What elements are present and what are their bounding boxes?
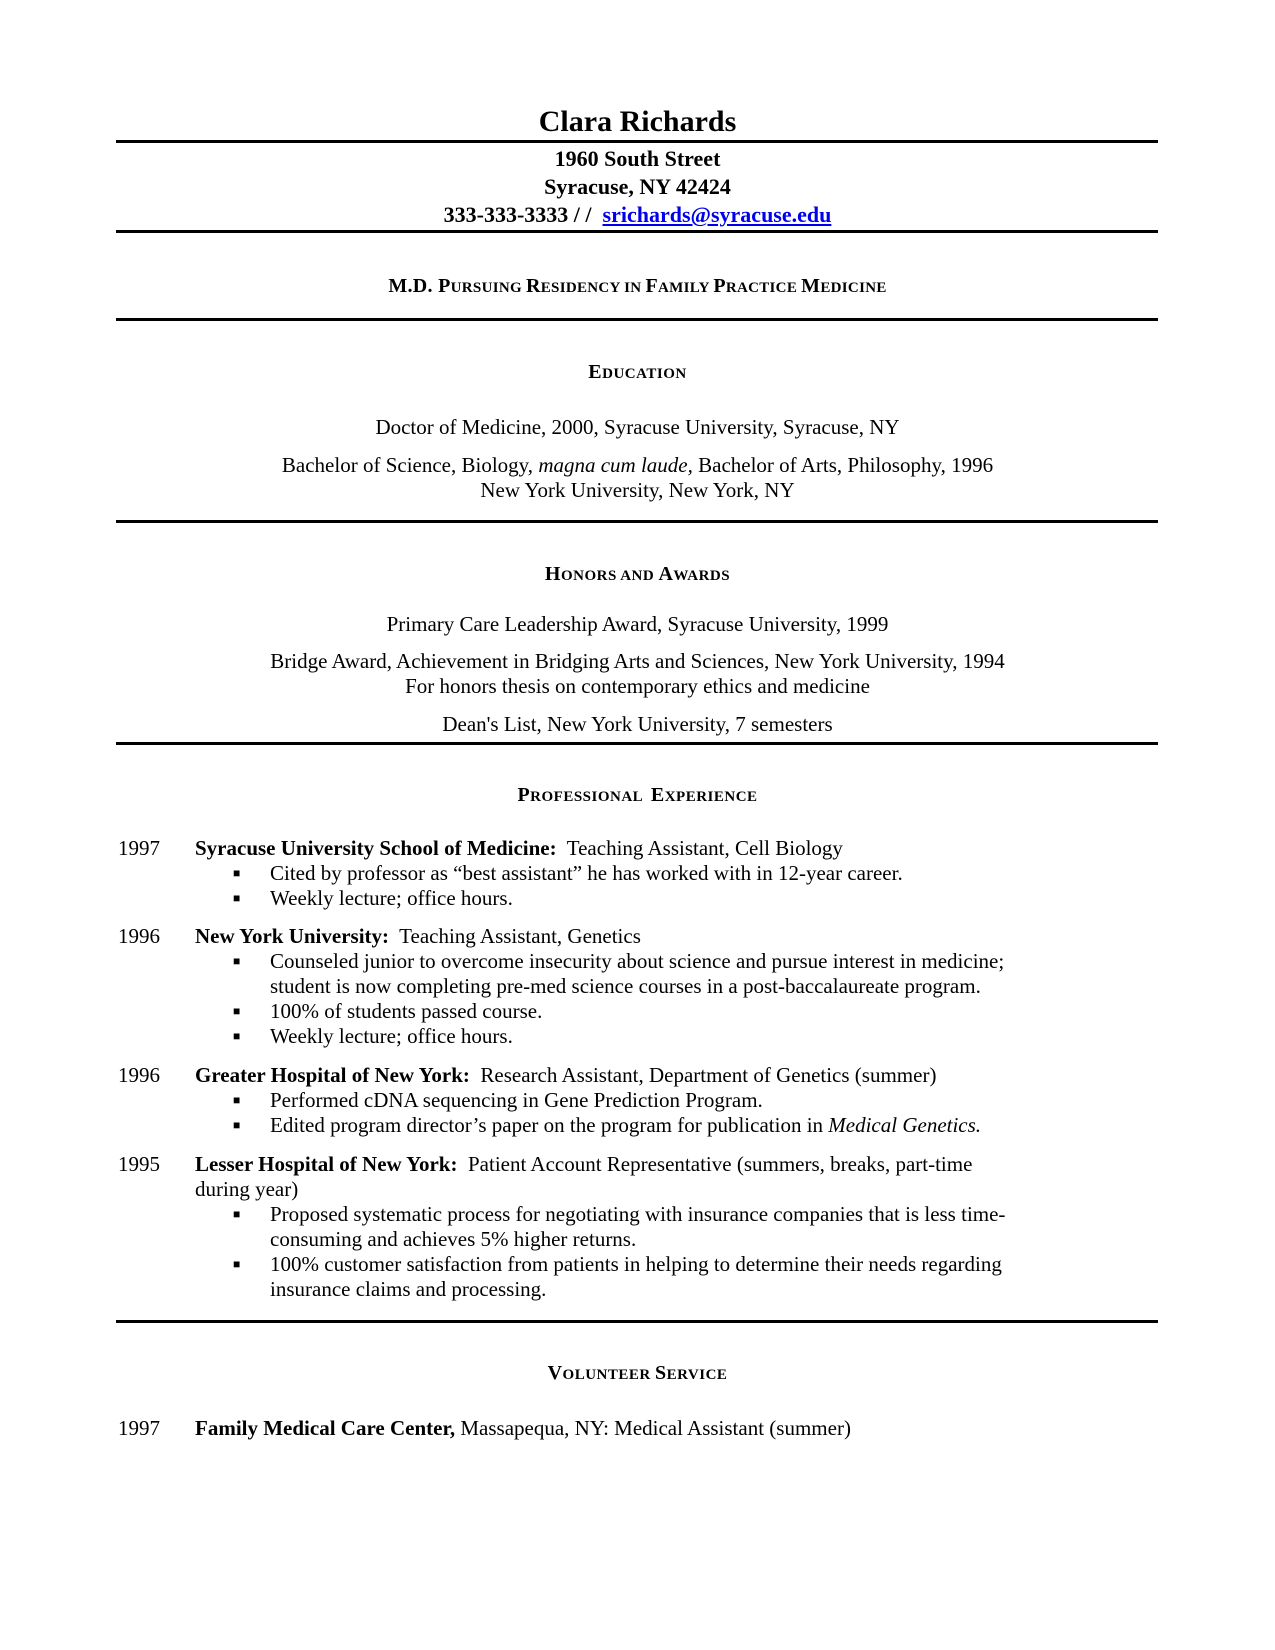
objective-heading: M.D. PURSUING RESIDENCY IN FAMILY PRACTICE MEDICINE — [388, 275, 887, 297]
volunteer-detail: Massapequa, NY: Medical Assistant (summer) — [455, 1416, 851, 1440]
job-bullet: Counseled junior to overcome insecurity about science and pursue interest in medicine; — [270, 949, 1005, 973]
divider — [116, 318, 1158, 321]
job-bullet: Weekly lecture; office hours. — [270, 1024, 513, 1048]
bullet-icon: ■ — [233, 1257, 241, 1271]
volunteer-year: 1997 — [118, 1416, 160, 1440]
job-bullet: Weekly lecture; office hours. — [270, 886, 513, 910]
bullet-icon: ■ — [233, 954, 241, 968]
job-bullet: Proposed systematic process for negotiating with insurance companies that is less time- — [270, 1202, 1006, 1226]
job-year: 1997 — [118, 836, 160, 860]
divider — [116, 742, 1158, 745]
job-role: Patient Account Representative (summers, breaks, part-time — [457, 1152, 973, 1176]
job-role: Research Assistant, Department of Genetics (summer) — [469, 1063, 937, 1087]
contact-line — [0, 202, 1275, 228]
divider — [116, 1320, 1158, 1323]
job-bullet: 100% of students passed course. — [270, 999, 543, 1023]
publication-title: Medical Genetics. — [828, 1113, 982, 1137]
street-address: 1960 South Street — [554, 146, 721, 171]
volunteer-heading: VOLUNTEER SERVICE — [547, 1362, 728, 1384]
divider — [116, 140, 1158, 143]
job-bullet: Performed cDNA sequencing in Gene Prediction Program. — [270, 1088, 763, 1112]
job-role: Teaching Assistant, Genetics — [389, 924, 641, 948]
education-school: New York University, New York, NY — [480, 478, 795, 502]
job-bullet: 100% customer satisfaction from patients in helping to determine their needs regarding — [270, 1252, 1002, 1276]
job-year: 1995 — [118, 1152, 160, 1176]
honor-item: Bridge Award, Achievement in Bridging Arts and Sciences, New York University, 1994 — [270, 649, 1005, 673]
job-bullet-continued: consuming and achieves 5% higher returns. — [270, 1227, 637, 1251]
contact-separator: / / — [568, 202, 603, 227]
experience-heading: PROFESSIONAL EXPERIENCE — [517, 784, 758, 806]
job-org: Greater Hospital of New York: — [195, 1063, 470, 1087]
candidate-name: Clara Richards — [538, 105, 737, 138]
honor-item-detail: For honors thesis on contemporary ethics and medicine — [405, 674, 870, 698]
job-bullet: Edited program director’s paper on the program for publication in Medical Genetics. — [270, 1113, 982, 1137]
city-state-zip: Syracuse, NY 42424 — [544, 174, 731, 199]
phone-number: 333-333-3333 — [443, 202, 569, 227]
job-org: New York University: — [195, 924, 390, 948]
job-role-continued: during year) — [195, 1177, 299, 1201]
divider — [116, 520, 1158, 523]
education-heading: EDUCATION — [588, 361, 687, 383]
education-degree-md: Doctor of Medicine, 2000, Syracuse University, Syracuse, NY — [375, 415, 900, 439]
honors-heading: HONORS AND AWARDS — [544, 563, 731, 585]
email-link[interactable]: srichards@syracuse.edu — [602, 202, 832, 227]
job-bullet-continued: student is now completing pre-med science courses in a post-baccalaureate program. — [270, 974, 981, 998]
job-org: Syracuse University School of Medicine: — [195, 836, 557, 860]
volunteer-entry — [195, 1416, 851, 1441]
honors-latin: magna cum laude, — [538, 453, 693, 477]
bullet-icon: ■ — [233, 1004, 241, 1018]
bullet-icon: ■ — [233, 1093, 241, 1107]
divider — [116, 230, 1158, 233]
job-bullet-continued: insurance claims and processing. — [270, 1277, 547, 1301]
job-title-line — [195, 1152, 972, 1177]
job-title-line — [195, 1063, 936, 1088]
job-bullet: Cited by professor as “best assistant” he has worked with in 12-year career. — [270, 861, 903, 885]
job-org: Lesser Hospital of New York: — [195, 1152, 458, 1176]
bullet-icon: ■ — [233, 1029, 241, 1043]
bullet-icon: ■ — [233, 1207, 241, 1221]
bullet-icon: ■ — [233, 891, 241, 905]
honor-item: Dean's List, New York University, 7 semesters — [442, 712, 833, 736]
job-role: Teaching Assistant, Cell Biology — [556, 836, 843, 860]
job-year: 1996 — [118, 1063, 160, 1087]
bullet-icon: ■ — [233, 1118, 241, 1132]
job-year: 1996 — [118, 924, 160, 948]
education-degree-bs: Bachelor of Science, Biology, magna cum laude, Bachelor of Arts, Philosophy, 1996 — [281, 453, 994, 477]
bullet-icon: ■ — [233, 866, 241, 880]
job-title-line — [195, 924, 641, 949]
honor-item: Primary Care Leadership Award, Syracuse University, 1999 — [386, 612, 889, 636]
volunteer-org: Family Medical Care Center, — [195, 1416, 456, 1440]
job-title-line — [195, 836, 843, 861]
